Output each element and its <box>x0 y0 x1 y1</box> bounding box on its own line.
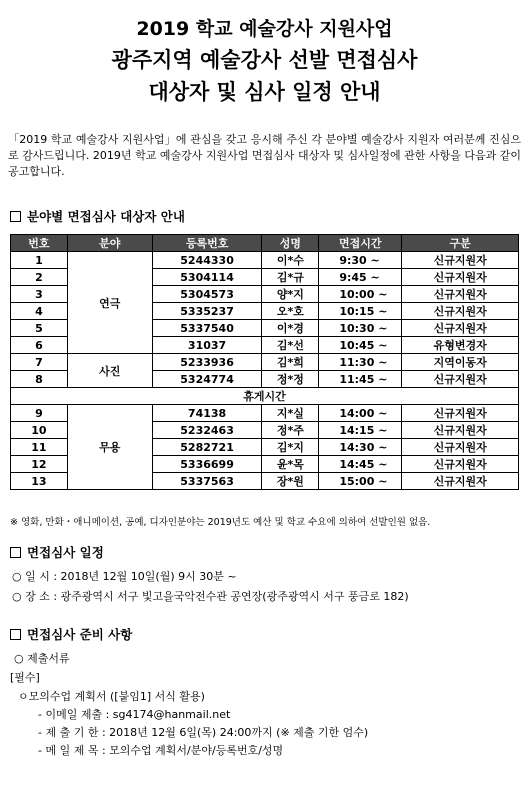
cell-name: 김*선 <box>262 337 319 354</box>
cell-name: 김*지 <box>262 439 319 456</box>
section-heading-prep <box>10 625 132 643</box>
cell-time: 14:30 ~ <box>319 439 402 456</box>
cell-type: 신규지원자 <box>402 252 519 269</box>
cell-name: 윤*목 <box>262 456 319 473</box>
schedule-date <box>12 568 237 584</box>
cell-reg: 5335237 <box>152 303 262 320</box>
prep-docs: ○ 제출서류 <box>14 652 70 665</box>
cell-no: 5 <box>11 320 68 337</box>
header-no: 번호 <box>11 235 68 252</box>
cell-type: 유형변경자 <box>402 337 519 354</box>
prep-deadline: - 제 출 기 한 : 2018년 12월 6일(목) 24:00까지 (※ 제출 기한 엄수) <box>38 726 369 739</box>
checkbox-square-icon <box>10 547 21 558</box>
cell-reg: 5232463 <box>152 422 262 439</box>
header-reg: 등록번호 <box>152 235 262 252</box>
cell-reg: 5336699 <box>152 456 262 473</box>
cell-name: 이*경 <box>262 320 319 337</box>
schedule-date-label: ○ 일 시 : <box>12 570 58 583</box>
section-heading-schedule <box>10 543 104 561</box>
cell-no: 13 <box>11 473 68 490</box>
candidate-table <box>10 234 519 490</box>
schedule-date-value: 2018년 12월 10일(월) 9시 30분 ~ <box>60 570 237 583</box>
table-row <box>11 252 519 269</box>
cell-name: 김*규 <box>262 269 319 286</box>
cell-time: 9:30 ~ <box>319 252 402 269</box>
section-heading-text: 면접심사 일정 <box>27 545 104 560</box>
table-row <box>11 405 519 422</box>
cell-type: 신규지원자 <box>402 371 519 388</box>
title-line-1: 2019 학교 예술강사 지원사업 <box>136 18 393 40</box>
cell-name: 정*주 <box>262 422 319 439</box>
cell-time: 14:15 ~ <box>319 422 402 439</box>
break-row <box>11 388 519 405</box>
cell-reg: 5304573 <box>152 286 262 303</box>
cell-reg: 31037 <box>152 337 262 354</box>
cell-time: 10:30 ~ <box>319 320 402 337</box>
cell-type: 신규지원자 <box>402 456 519 473</box>
section-heading-candidates <box>10 207 185 225</box>
prep-subject: - 메 일 제 목 : 모의수업 계획서/분야/등록번호/성명 <box>38 744 284 757</box>
section-heading-text: 면접심사 준비 사항 <box>27 627 133 642</box>
schedule-place-label: ○ 장 소 : <box>12 590 58 603</box>
prep-required: [필수] <box>10 671 40 684</box>
cell-no: 11 <box>11 439 68 456</box>
cell-name: 장*원 <box>262 473 319 490</box>
header-field: 분야 <box>67 235 152 252</box>
cell-type: 신규지원자 <box>402 303 519 320</box>
cell-no: 1 <box>11 252 68 269</box>
section-heading-text: 분야별 면접심사 대상자 안내 <box>27 209 185 224</box>
cell-reg: 5304114 <box>152 269 262 286</box>
prep-email: - 이메일 제출 : sg4174@hanmail.net <box>38 708 231 721</box>
cell-no: 9 <box>11 405 68 422</box>
cell-type: 신규지원자 <box>402 439 519 456</box>
cell-name: 양*지 <box>262 286 319 303</box>
header-type: 구분 <box>402 235 519 252</box>
cell-no: 4 <box>11 303 68 320</box>
table-row <box>11 354 519 371</box>
intro-paragraph: 「2019 학교 예술강사 지원사업」에 관심을 갖고 응시해 주신 각 분야별 예술강사 지원자 여러분께 진심으로 감사드립니다. 2019년 학교 예술강사 지원사업 면접심사 대상자 및 심사일정에 관한 사항을 다음과 같이 공고합니다. <box>8 133 521 178</box>
cell-type: 신규지원자 <box>402 269 519 286</box>
cell-type: 신규지원자 <box>402 320 519 337</box>
cell-type: 신규지원자 <box>402 405 519 422</box>
cell-time: 10:45 ~ <box>319 337 402 354</box>
cell-no: 7 <box>11 354 68 371</box>
cell-field-theater: 연극 <box>67 252 152 354</box>
cell-time: 9:45 ~ <box>319 269 402 286</box>
cell-reg: 5337563 <box>152 473 262 490</box>
cell-name: 김*희 <box>262 354 319 371</box>
cell-time: 11:30 ~ <box>319 354 402 371</box>
checkbox-square-icon <box>10 211 21 222</box>
header-time: 면접시간 <box>319 235 402 252</box>
cell-name: 오*호 <box>262 303 319 320</box>
cell-time: 15:00 ~ <box>319 473 402 490</box>
cell-time: 11:45 ~ <box>319 371 402 388</box>
cell-no: 6 <box>11 337 68 354</box>
schedule-place <box>12 588 409 604</box>
table-header-row <box>11 235 519 252</box>
cell-time: 10:00 ~ <box>319 286 402 303</box>
cell-type: 신규지원자 <box>402 473 519 490</box>
cell-reg: 74138 <box>152 405 262 422</box>
cell-type: 신규지원자 <box>402 422 519 439</box>
table-footnote: ※ 영화, 만화・애니메이션, 공예, 디자인분야는 2019년도 예산 및 학교 수요에 의하여 선발인원 없음. <box>10 517 431 528</box>
cell-reg: 5324774 <box>152 371 262 388</box>
cell-time: 10:15 ~ <box>319 303 402 320</box>
cell-time: 14:00 ~ <box>319 405 402 422</box>
schedule-place-value: 광주광역시 서구 빛고을국악전수관 공연장(광주광역시 서구 풍금로 182) <box>60 590 409 603</box>
cell-name: 이*수 <box>262 252 319 269</box>
title-line-3: 대상자 및 심사 일정 안내 <box>148 80 381 104</box>
cell-no: 8 <box>11 371 68 388</box>
title-line-2: 광주지역 예술강사 선발 면접심사 <box>111 48 418 72</box>
header-name: 성명 <box>262 235 319 252</box>
cell-reg: 5337540 <box>152 320 262 337</box>
cell-reg: 5282721 <box>152 439 262 456</box>
cell-reg: 5233936 <box>152 354 262 371</box>
cell-break: 휴게시간 <box>11 388 519 405</box>
cell-type: 신규지원자 <box>402 286 519 303</box>
checkbox-square-icon <box>10 629 21 640</box>
cell-no: 3 <box>11 286 68 303</box>
cell-no: 12 <box>11 456 68 473</box>
cell-no: 2 <box>11 269 68 286</box>
cell-field-photo: 사진 <box>67 354 152 388</box>
cell-type: 지역이동자 <box>402 354 519 371</box>
cell-name: 지*실 <box>262 405 319 422</box>
prep-plan: ㅇ모의수업 계획서 ([붙임1] 서식 활용) <box>18 690 205 703</box>
cell-time: 14:45 ~ <box>319 456 402 473</box>
cell-no: 10 <box>11 422 68 439</box>
cell-field-dance: 무용 <box>67 405 152 490</box>
cell-reg: 5244330 <box>152 252 262 269</box>
cell-name: 정*정 <box>262 371 319 388</box>
